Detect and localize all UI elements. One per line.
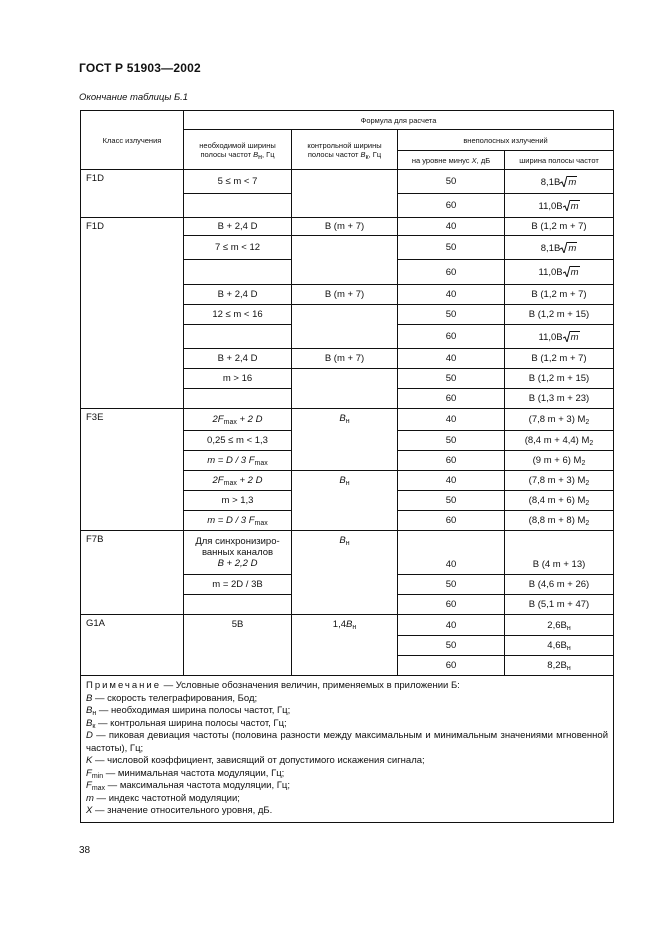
note-intro: Примечание — Условные обозначения величин, применяемых в приложении Б: — [86, 680, 460, 691]
necessary-cell: m = D / 3 $F_{max}$ — [184, 451, 292, 471]
control-cell: B (m + 7) — [292, 218, 398, 236]
width-cell: (8,4 m + 4,4) $M_2$ — [505, 431, 614, 451]
control-cell: $1,4B_н$ — [292, 615, 398, 676]
note-item: K — числовой коэффициент, зависящий от допустимого искажения сигнала; — [86, 755, 425, 766]
note-item: B — скорость телеграфирования, Бод; — [86, 692, 258, 704]
sqrt-icon — [563, 331, 570, 342]
class-cell: F3E — [81, 409, 184, 531]
sqrt-icon — [563, 200, 570, 211]
width-cell: 8,1B m — [505, 170, 614, 194]
table-row — [81, 531, 614, 575]
width-cell: B (4 m + 13) — [505, 531, 614, 575]
note-item: m — индекс частотной модуляции; — [86, 792, 240, 804]
necessary-cell: 12 ≤ m < 16 — [184, 305, 292, 325]
table-caption: Окончание таблицы Б.1 — [79, 92, 189, 103]
width-cell: $2,6B_н$ — [505, 615, 614, 636]
width-cell: 11,0B m — [505, 194, 614, 218]
necessary-cell: Для синхронизиро- ванных каналов B + 2,2 D — [184, 531, 292, 575]
width-cell: (8,8 m + 8) $M_2$ — [505, 511, 614, 531]
class-cell: G1A — [81, 615, 184, 676]
level-cell: 60 — [398, 389, 505, 409]
width-cell: B (1,2 m + 7) — [505, 349, 614, 369]
level-cell: 40 — [398, 218, 505, 236]
level-cell: 50 — [398, 431, 505, 451]
level-cell: 50 — [398, 170, 505, 194]
necessary-cell — [184, 194, 292, 218]
sqrt-icon — [563, 266, 570, 277]
width-cell: (8,4 m + 6) $M_2$ — [505, 491, 614, 511]
note-item: D — пиковая девиация частоты (половина разности между максимальным и минимальным значениями мгновенной частоты), Гц; — [86, 730, 609, 754]
width-cell: B (1,2 m + 15) — [505, 305, 614, 325]
necessary-cell: B + 2,4 D — [184, 285, 292, 305]
header-level: на уровне минус X, дБ — [398, 151, 505, 170]
width-cell: $4,6B_н$ — [505, 636, 614, 656]
table-header-row — [81, 111, 614, 130]
necessary-cell: m = D / 3 $F_{max}$ — [184, 511, 292, 531]
header-width: ширина полосы частот — [505, 151, 614, 170]
necessary-cell: B + 2,4 D — [184, 349, 292, 369]
note-item: $B_н$ — необходимая ширина полосы частот, Гц; — [86, 705, 291, 717]
necessary-cell — [184, 260, 292, 285]
table-row — [81, 170, 614, 194]
level-cell: 60 — [398, 194, 505, 218]
control-cell — [292, 305, 398, 349]
level-cell: 50 — [398, 491, 505, 511]
note-row — [81, 676, 614, 823]
width-cell: B (5,1 m + 47) — [505, 595, 614, 615]
control-cell: $B_н$ — [292, 531, 398, 615]
level-cell: 40 — [398, 615, 505, 636]
level-cell: 50 — [398, 575, 505, 595]
level-cell: 40 — [398, 409, 505, 431]
header-class: Класс излучения — [81, 111, 184, 170]
width-cell: B (1,2 m + 15) — [505, 369, 614, 389]
level-cell: 40 — [398, 531, 505, 575]
header-control: контрольной ширины полосы частот $B_к$, Гц — [292, 130, 398, 170]
level-cell: 50 — [398, 636, 505, 656]
document-header: ГОСТ Р 51903—2002 — [79, 61, 201, 75]
control-cell: $B_н$ — [292, 409, 398, 471]
width-cell: B (1,2 m + 7) — [505, 218, 614, 236]
control-cell: B (m + 7) — [292, 285, 398, 305]
necessary-cell: B + 2,4 D — [184, 218, 292, 236]
width-cell: 8,1B m — [505, 236, 614, 260]
necessary-cell: $2F_{max} + 2$ D — [184, 409, 292, 431]
width-cell: B (1,2 m + 7) — [505, 285, 614, 305]
necessary-cell: m > 16 — [184, 369, 292, 389]
header-outband: внеполосных излучений — [398, 130, 614, 151]
note-item: $F_{max}$ — максимальная частота модуляции, Гц; — [86, 780, 290, 792]
width-cell: (7,8 m + 3) $M_2$ — [505, 471, 614, 491]
width-cell: 11,0B m — [505, 260, 614, 285]
width-cell: B (4,6 m + 26) — [505, 575, 614, 595]
class-cell: F1D — [81, 218, 184, 409]
level-cell: 40 — [398, 349, 505, 369]
necessary-cell — [184, 325, 292, 349]
header-necessary: необходимой ширины полосы частот $B_н$, Гц — [184, 130, 292, 170]
header-formula: Формула для расчета — [184, 111, 614, 130]
emission-table — [80, 110, 614, 823]
width-cell: (9 m + 6) $M_2$ — [505, 451, 614, 471]
necessary-cell: m > 1,3 — [184, 491, 292, 511]
necessary-cell — [184, 389, 292, 409]
width-cell: 11,0B m — [505, 325, 614, 349]
control-cell: $B_н$ — [292, 471, 398, 531]
necessary-cell: 5B — [184, 615, 292, 676]
level-cell: 60 — [398, 451, 505, 471]
table-row — [81, 615, 614, 636]
level-cell: 40 — [398, 285, 505, 305]
class-cell: F7B — [81, 531, 184, 615]
class-cell: F1D — [81, 170, 184, 218]
width-cell: $8,2B_н$ — [505, 656, 614, 676]
note-item: $F_{min}$ — минимальная частота модуляции, Гц; — [86, 767, 285, 780]
control-cell — [292, 369, 398, 409]
note-item: $B_к$ — контрольная ширина полосы частот, Гц; — [86, 717, 287, 730]
control-cell: B (m + 7) — [292, 349, 398, 369]
control-cell — [292, 170, 398, 218]
level-cell: 50 — [398, 236, 505, 260]
level-cell: 40 — [398, 471, 505, 491]
page-number: 38 — [79, 845, 91, 856]
necessary-cell: 5 ≤ m < 7 — [184, 170, 292, 194]
control-cell — [292, 236, 398, 285]
level-cell: 60 — [398, 511, 505, 531]
necessary-cell: m = 2D / 3B — [184, 575, 292, 595]
level-cell: 60 — [398, 595, 505, 615]
necessary-cell: 7 ≤ m < 12 — [184, 236, 292, 260]
necessary-cell: 0,25 ≤ m < 1,3 — [184, 431, 292, 451]
level-cell: 50 — [398, 305, 505, 325]
note-cell — [81, 676, 614, 823]
table-row — [81, 218, 614, 236]
necessary-cell: $2F_{max} + 2$ D — [184, 471, 292, 491]
table-row — [81, 409, 614, 431]
note-item: X — значение относительного уровня, дБ. — [86, 805, 273, 816]
width-cell: (7,8 m + 3) $M_2$ — [505, 409, 614, 431]
necessary-cell — [184, 595, 292, 615]
level-cell: 60 — [398, 260, 505, 285]
level-cell: 50 — [398, 369, 505, 389]
level-cell: 60 — [398, 325, 505, 349]
width-cell: B (1,3 m + 23) — [505, 389, 614, 409]
level-cell: 60 — [398, 656, 505, 676]
